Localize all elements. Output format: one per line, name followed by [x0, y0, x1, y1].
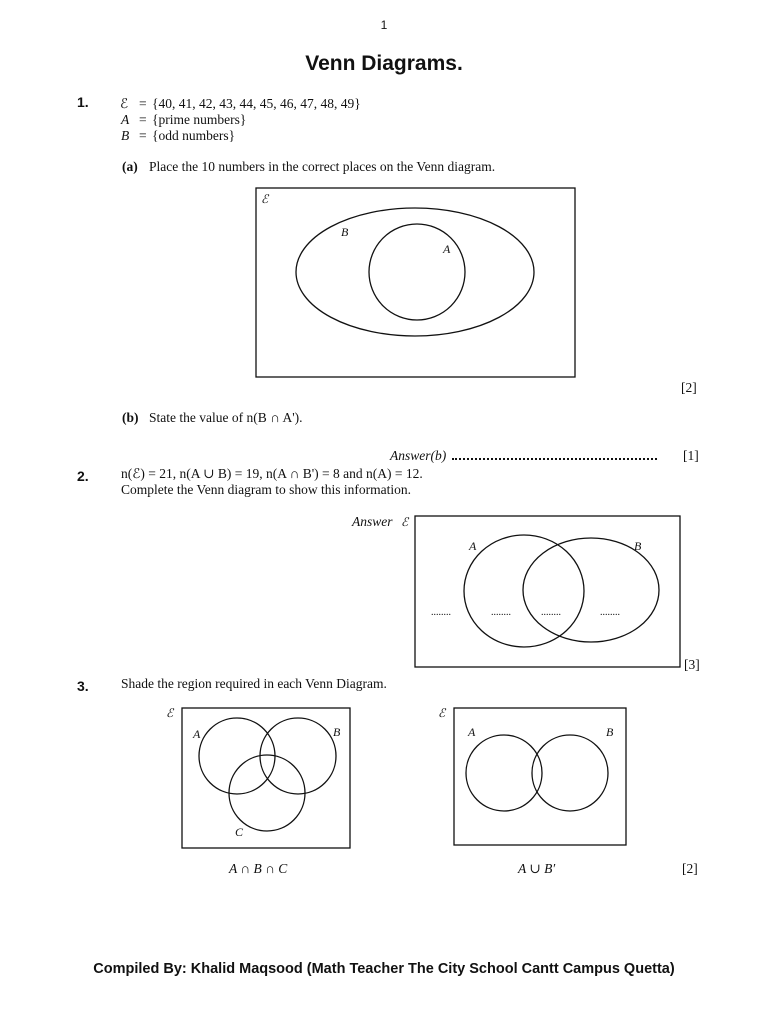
q1-set-b-label: B — [341, 225, 349, 239]
q1-set-a-label: A — [443, 242, 451, 256]
q3d2-set-b-label: B — [606, 725, 614, 739]
q3-marks: [2] — [682, 861, 698, 876]
q1-set-a-symbol: A — [121, 112, 130, 127]
q2-set-a-label: A — [469, 539, 477, 553]
q2-region-outside: ........ — [431, 607, 451, 618]
q3d2-set-a-circle — [466, 735, 542, 811]
q2-instruction: Complete the Venn diagram to show this information. — [121, 482, 411, 497]
q1-set-b-symbol: B — [121, 128, 130, 143]
page-number: 1 — [380, 18, 388, 32]
q3d2-caption: A ∪ B′ — [518, 861, 556, 876]
q2-region-b-only: ........ — [600, 607, 620, 618]
q1-set-b-definition: {odd numbers} — [152, 128, 236, 143]
q3d1-set-a-label: A — [193, 727, 201, 741]
q2-answer-label: Answer — [352, 514, 393, 529]
q3d2-set-a-label: A — [468, 725, 476, 739]
q1-part-b-marks: [1] — [683, 448, 699, 463]
q1-equals-2: = — [139, 112, 147, 127]
q1-answer-label: Answer(b) — [390, 448, 657, 464]
q1-part-a-marks: [2] — [681, 380, 697, 395]
q2-region-intersection: ........ — [541, 607, 561, 618]
q1-part-a-label: (a) — [122, 159, 138, 174]
q1-set-a-definition: {prime numbers} — [152, 112, 247, 127]
q2-marks: [3] — [684, 657, 700, 672]
q2-region-a-only: ........ — [491, 607, 511, 618]
q2-set-b-label: B — [634, 539, 642, 553]
q3-instruction: Shade the region required in each Venn Diagram. — [121, 676, 387, 691]
q1-part-a-text: Place the 10 numbers in the correct places on the Venn diagram. — [149, 159, 496, 174]
q3d1-caption: A ∩ B ∩ C — [229, 861, 288, 876]
q2-given-info: n(ℰ) = 21, n(A ∪ B) = 19, n(A ∩ B') = 8 and n(A) = 12. — [121, 466, 423, 481]
q1-universal-label: ℰ — [261, 192, 269, 206]
q1-universal-set: {40, 41, 42, 43, 44, 45, 46, 47, 48, 49} — [152, 96, 361, 111]
q3d2-universal-rect — [454, 708, 626, 845]
page-title: Venn Diagrams. — [305, 52, 463, 75]
q1-universal-symbol: ℰ — [120, 96, 129, 111]
question-3-number: 3. — [77, 678, 89, 694]
q1-equals-3: = — [139, 128, 147, 143]
q3d1-set-b-label: B — [333, 725, 341, 739]
question-2-number: 2. — [77, 468, 89, 484]
q3d2-set-b-circle — [532, 735, 608, 811]
question-1-number: 1. — [77, 94, 89, 110]
q1-equals-1: = — [139, 96, 147, 111]
q3d2-universal-label: ℰ — [438, 706, 446, 720]
q1-part-b-text: State the value of n(B ∩ A'). — [149, 410, 303, 425]
q3d1-set-c-label: C — [235, 825, 244, 839]
q2-universal-label: ℰ — [401, 515, 409, 529]
footer-credit: Compiled By: Khalid Maqsood (Math Teacher The City School Cantt Campus Quetta) — [93, 961, 675, 977]
q1-part-b-label: (b) — [122, 410, 139, 425]
q3d1-universal-label: ℰ — [166, 706, 174, 720]
